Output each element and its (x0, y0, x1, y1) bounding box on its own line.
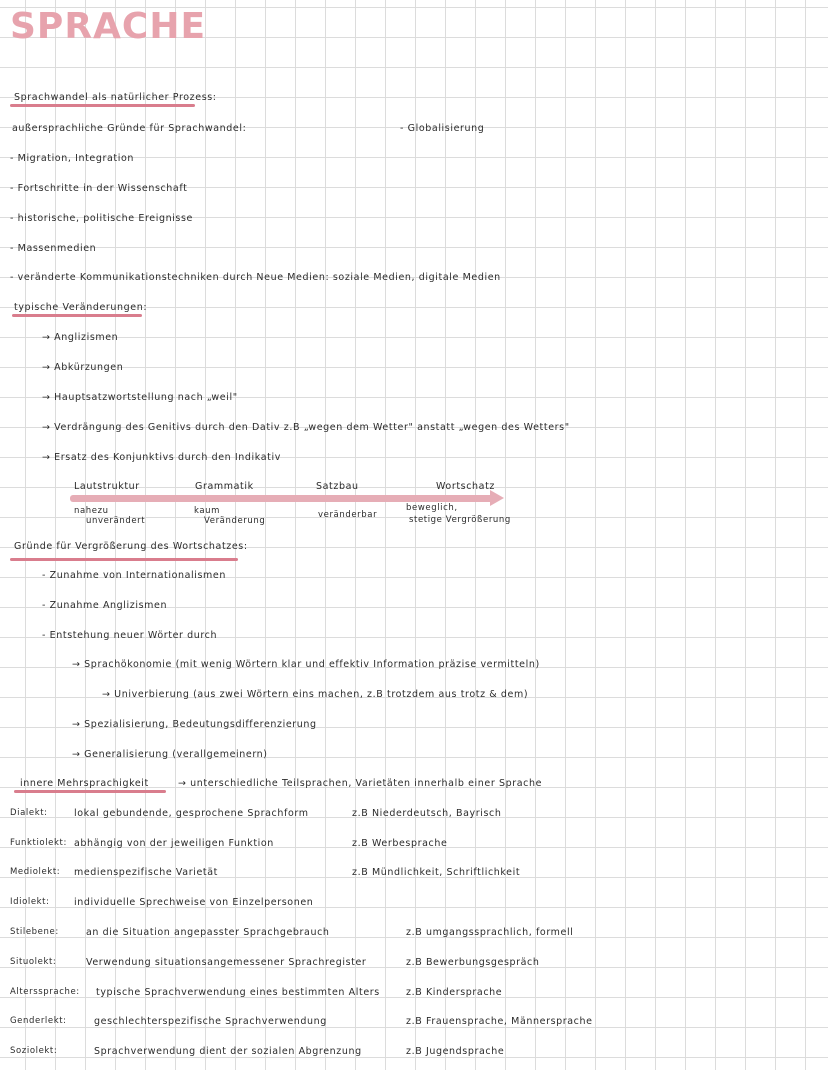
list-item: - veränderte Kommunikationstechniken durch Neue Medien: soziale Medien, digitale Medien (10, 272, 501, 283)
section-heading-mehrsprachigkeit: innere Mehrsprachigkeit (20, 778, 149, 789)
definition: Verwendung situationsangemessener Sprachregister (86, 957, 367, 968)
definition: typische Sprachverwendung eines bestimmten Alters (96, 987, 380, 998)
scale-label: Lautstruktur (74, 481, 140, 492)
example: z.B Kindersprache (406, 987, 503, 998)
definition: medienspezifische Varietät (74, 867, 218, 878)
heading-underline (12, 314, 142, 317)
scale-desc: beweglich, (406, 503, 458, 513)
sub-item: → Univerbierung (aus zwei Wörtern eins machen, z.B trotzdem aus trotz & dem) (102, 689, 529, 700)
scale-desc: Veränderung (204, 516, 266, 526)
heading-underline (10, 558, 238, 561)
list-item: → Ersatz des Konjunktivs durch den Indikativ (42, 452, 281, 463)
scale-label: Wortschatz (436, 481, 496, 492)
term-stilebene: Stilebene: (10, 927, 59, 937)
definition: Sprachverwendung dient der sozialen Abgrenzung (94, 1046, 362, 1057)
definition: geschlechterspezifische Sprachverwendung (94, 1016, 327, 1027)
list-item: - Massenmedien (10, 243, 97, 254)
heading-continuation: → unterschiedliche Teilsprachen, Varietäten innerhalb einer Sprache (178, 778, 543, 789)
definition: lokal gebundende, gesprochene Sprachform (74, 808, 309, 819)
scale-desc: stetige Vergrößerung (409, 515, 511, 525)
section-heading-wortschatz: Gründe für Vergrößerung des Wortschatzes: (14, 541, 248, 552)
example: z.B Frauensprache, Männersprache (406, 1016, 593, 1027)
term-soziolekt: Soziolekt: (10, 1046, 58, 1056)
definition: individuelle Sprechweise von Einzelpersonen (74, 897, 314, 908)
term-alterssprache: Alterssprache: (10, 987, 80, 997)
term-funktiolekt: Funktiolekt: (10, 838, 67, 848)
list-item: → Anglizismen (42, 332, 119, 343)
definition: abhängig von der jeweiligen Funktion (74, 838, 274, 849)
example: z.B Jugendsprache (406, 1046, 505, 1057)
term-mediolekt: Mediolekt: (10, 867, 61, 877)
section-heading-sprachwandel: Sprachwandel als natürlicher Prozess: (14, 92, 217, 103)
example: z.B Werbesprache (352, 838, 448, 849)
scale-arrow-head (490, 490, 504, 506)
side-note: - Globalisierung (400, 123, 485, 134)
scale-label: Satzbau (316, 481, 359, 492)
list-item: - Entstehung neuer Wörter durch (42, 630, 218, 641)
list-item: → Abkürzungen (42, 362, 124, 373)
term-dialekt: Dialekt: (10, 808, 48, 818)
list-item: - Zunahme von Internationalismen (42, 570, 226, 581)
example: z.B Niederdeutsch, Bayrisch (352, 808, 502, 819)
sub-item: → Sprachökonomie (mit wenig Wörtern klar und effektiv Information präzise vermitteln) (72, 659, 540, 670)
term-situolekt: Situolekt: (10, 957, 57, 967)
scale-desc: kaum (194, 506, 221, 516)
list-item: - Fortschritte in der Wissenschaft (10, 183, 188, 194)
term-genderlekt: Genderlekt: (10, 1016, 67, 1026)
heading-underline (10, 104, 195, 107)
scale-arrow (70, 495, 495, 502)
scale-label: Grammatik (195, 481, 254, 492)
intro-text: außersprachliche Gründe für Sprachwandel: (12, 123, 247, 134)
list-item: → Hauptsatzwortstellung nach „weil" (42, 392, 238, 403)
scale-desc: veränderbar (318, 510, 378, 520)
example: z.B Mündlichkeit, Schriftlichkeit (352, 867, 521, 878)
sub-item: → Spezialisierung, Bedeutungsdifferenzierung (72, 719, 317, 730)
list-item: - historische, politische Ereignisse (10, 213, 193, 224)
section-heading-veraenderungen: typische Veränderungen: (14, 302, 148, 313)
example: z.B Bewerbungsgespräch (406, 957, 540, 968)
scale-desc: unverändert (86, 516, 146, 526)
term-idiolekt: Idiolekt: (10, 897, 50, 907)
heading-underline (14, 790, 166, 793)
list-item: - Migration, Integration (10, 153, 135, 164)
scale-desc: nahezu (74, 506, 109, 516)
page-title: SPRACHE (10, 6, 207, 47)
definition: an die Situation angepasster Sprachgebrauch (86, 927, 330, 938)
sub-item: → Generalisierung (verallgemeinern) (72, 749, 268, 760)
example: z.B umgangssprachlich, formell (406, 927, 574, 938)
list-item: - Zunahme Anglizismen (42, 600, 168, 611)
list-item: → Verdrängung des Genitivs durch den Dativ z.B „wegen dem Wetter" anstatt „wegen des Wetters" (42, 422, 570, 433)
